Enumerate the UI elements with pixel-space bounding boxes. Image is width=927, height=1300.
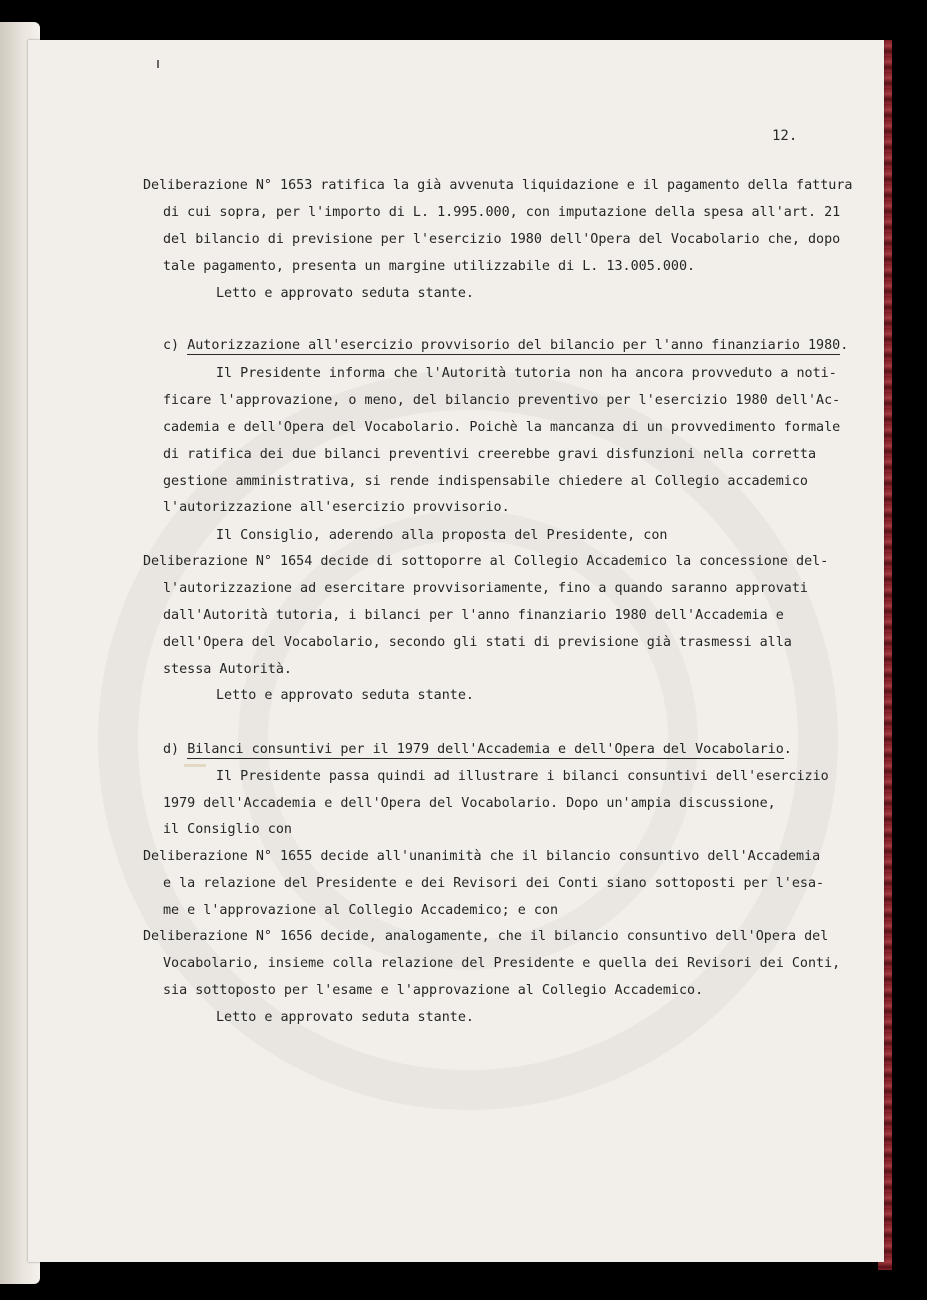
margin-mark [157,60,159,68]
document-page [28,40,884,1262]
text-line: Letto e approvato seduta stante. [216,1010,474,1025]
heading-suffix: . [840,338,849,353]
text-line: dall'Autorità tutoria, i bilanci per l'anno finanziario 1980 dell'Accademia e [163,608,784,623]
text-line: dell'Opera del Vocabolario, secondo gli stati di previsione già trasmessi alla [163,635,792,650]
text-line: Deliberazione N° 1653 ratifica la già avvenuta liquidazione e il pagamento della fattura [143,178,853,193]
text-line: Letto e approvato seduta stante. [216,688,474,703]
heading-prefix: c) [163,338,188,353]
text-line: di cui sopra, per l'importo di L. 1.995.000, con imputazione della spesa all'art. 21 [163,205,841,220]
text-line: me e l'approvazione al Collegio Accademico; e con [163,903,559,918]
text-line: e la relazione del Presidente e dei Revisori dei Conti siano sottoposti per l'esa- [163,876,825,891]
watermark-inner-ring [238,510,698,970]
text-line: Vocabolario, insieme colla relazione del Presidente e quella dei Revisori dei Conti, [163,956,841,971]
text-line: tale pagamento, presenta un margine utilizzabile di L. 13.005.000. [163,259,696,274]
text-line: l'autorizzazione ad esercitare provvisoriamente, fino a quando saranno approvati [163,581,808,596]
text-line: gestione amministrativa, si rende indispensabile chiedere al Collegio accademico [163,474,808,489]
text-line: 1979 dell'Accademia e dell'Opera del Vocabolario. Dopo un'ampia discussione, [163,796,776,811]
text-line: Deliberazione N° 1656 decide, analogamente, che il bilancio consuntivo dell'Opera del [143,929,829,944]
page-number: 12. [772,128,798,144]
text-line: di ratifica dei due bilanci preventivi creerebbe gravi disfunzioni nella corretta [163,447,817,462]
text-line: sia sottoposto per l'esame e l'approvazione al Collegio Accademico. [163,983,704,998]
heading-title: Autorizzazione all'esercizio provvisorio del bilancio per l'anno finanziario 1980 [187,338,841,353]
text-line: Il Presidente informa che l'Autorità tutoria non ha ancora provveduto a noti- [216,366,837,381]
text-line: Deliberazione N° 1654 decide di sottoporre al Collegio Accademico la concessione del- [143,554,829,569]
text-line: Il Consiglio, aderendo alla proposta del Presidente, con [216,528,668,543]
heading-prefix: d) [163,742,188,757]
text-line: il Consiglio con [163,822,292,837]
text-line: cademia e dell'Opera del Vocabolario. Poichè la mancanza di un provvedimento formale [163,420,841,435]
text-line: Deliberazione N° 1655 decide all'unanimità che il bilancio consuntivo dell'Accademia [143,849,821,864]
heading-title: Bilanci consuntivi per il 1979 dell'Accademia e dell'Opera del Vocabolario [187,742,784,757]
text-line: ficare l'approvazione, o meno, del bilancio preventivo per l'esercizio 1980 dell'Ac- [163,393,841,408]
text-line: l'autorizzazione all'esercizio provvisorio. [163,500,510,515]
text-line: stessa Autorità. [163,662,292,677]
text-line: Letto e approvato seduta stante. [216,286,474,301]
paper-stain [184,764,206,767]
section-heading-d [163,742,792,757]
text-line: Il Presidente passa quindi ad illustrare i bilanci consuntivi dell'esercizio [216,769,829,784]
section-heading-c [163,338,848,353]
text-line: del bilancio di previsione per l'esercizio 1980 dell'Opera del Vocabolario che, dopo [163,232,841,247]
heading-suffix: . [783,742,792,757]
